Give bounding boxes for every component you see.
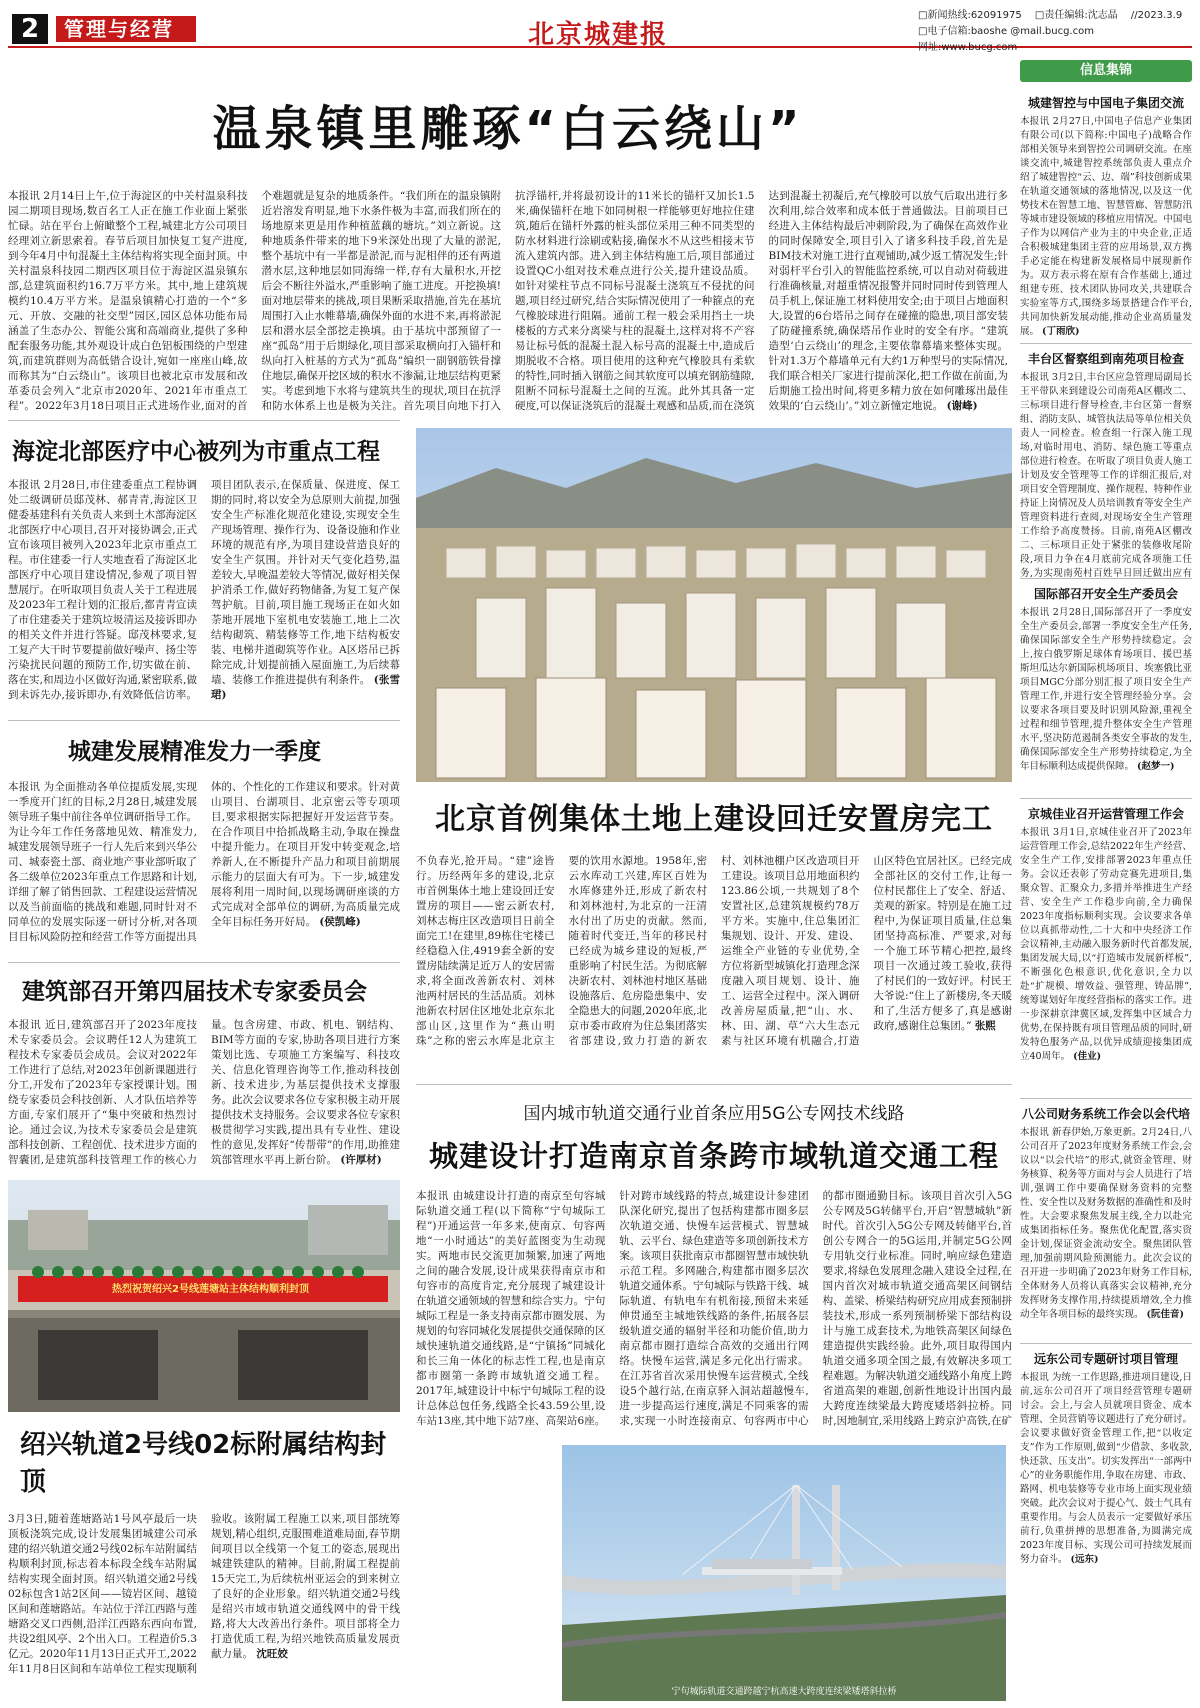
byline: (远东)	[1070, 1554, 1099, 1565]
byline: 沈旺姣	[256, 1648, 288, 1660]
article-kicker: 国内城市轨道交通行业首条应用5G公专网技术线路	[523, 1104, 905, 1124]
editor: □责任编辑:沈志晶	[1034, 10, 1118, 21]
hotline: □新闻热线:62091975	[918, 10, 1022, 21]
article-text: 本报讯 由城建设计打造的南京至句容城际轨道交通工程(以下简称“宁句城际工程”)开通运营一年多来,使南京、句容两地“一小时通达”的美好蓝图变为生动现实。两地市民交流更加频繁,加速了两地之间的融合发展,设计成果获得南京市和句容市的高度肯定,充分展现了城建设计在轨道交通领域的智慧和综合实力。宁句城际工程是一条支持南京都市圈发展、为规划的句容同城化发展提供交通保障的区域快速轨道交通线路,是“宁镇扬”同城化和长三角一体化的标志性工程,也是南京都市圈第一条跨市域轨道交通工程。2017年,城建设计中标宁句城际工程的设计总体总包任务,线路全长43.59公里,设车站13座,其中地下站7座、高架站6座。针对跨市域线路的特点,城建设计参建团队深化研究,提出了包括构建都市圈多层次轨道交通、快慢车运营模式、智慧城轨、云平台、绿色建造等多项创新技术方案。该项目获批南京市都圈智慧市域快轨示范工程。多网融合,构建都市圈多层次轨道交通体系。宁句城际与铁路干线、城际轨道、有轨电车有机衔接,预留未来延伸贯通至主城地铁线路的条件,拓展各层级轨道交通的辐射半径和功能价值,助力南京都市圈打造综合高效的交通出行网络。快慢车运营,满足多元化出行需求。在江苏省首次采用快慢车运营模式,全线设5个越行站,在南京驿入洞站超越慢车,进一步提高运行速度,满足不同乘客的需求,实现一小时连接南京、句容两市中心的都市圈通勤目标。该项目首次引入5G公专网及5G转储平台,开启“智慧城轨”新时代。首次引入5G公专网及转储平台,首创公专网合一的5G运用,并制定5G公网专用轨交行业标准。同时,响应绿色建造要求,将绿色发展理念融入建设全过程,在国内首次对城市轨道交通高架区间钢结构、盖梁、桥梁结构研究应用成套预制拼装技术,形成一系列预制桥梁下部结构设计与施工成套技术,为地铁高架区间绿色建造提供实践经验。此外,项目取得国内轨道交通多项全国之最,有效解决多项工程难题。为解决轨道交通线路小角度上跨省道高架的难题,创新性地设计出国内最大跨度连续梁最大跨度矮塔斜拉桥。同时,因地制宜,采用线路上跨京沪高铁,在矿	[416, 1190, 1012, 1427]
byline: (侯凯峰)	[319, 916, 361, 928]
article-text: 本报讯 为全面推动各单位提质发展,实现一季度开门红的目标,2月28日,城建发展领导班子集中前往各单位调研指导工作。为让今年工作任务落地见效、精准发力,城建发展领导班子一行人先后来到兴华公司、城泰瓷土部、商业地产事业部听取了各二级单位2023年重点工作思路和计划,详细了解了销售回款、工程建设运营情况以及当前面临的挑战和难题,同时针对不同单位的发展实际逐一研讨分析,对各项目目标风险防控和经营工作等方面提出具体的、个性化的工作建议和要求。针对黄山项目、台湖项目、北京密云等专项项目,要求根据实际把握好开发运营节奏。在合作项目中拾抓战略主动,争取在操盘中提升能力。在项目开发中转变观念,培养新人,在不断提升产品力和项目前期展示能力的层面大有可为。下一步,城建发展将利用一周时间,以现场调研座谈的方式完成对全部单位的调研,为高质量完成全年目标任务开好局。	[8, 781, 400, 943]
article-body	[416, 1189, 1012, 1431]
article-title: 北京首例集体土地上建设回迁安置房完工	[435, 802, 993, 837]
newspaper-name: 北京城建报	[528, 20, 669, 50]
article-title: 城建发展精准发力一季度	[68, 739, 321, 765]
sidebar-item-body: 本报讯 2月28日,国际部召开了一季度安全生产委员会,部署一季度安全生产任务,确保国际部安全生产形势持续稳定。会上,按白俄罗斯足球体育场项目、援巴基斯坦瓜达尔新国际机场项目、埃塞俄比亚项目MGC分部分别汇报了项目安全生产管理工作,并进行安全管理经验分享。会议要求各项目要及时识别风险源,重视全过程和细节管理,提升整体安全生产管理水平,坚决防范遏制各类安全事故的发生,确保国际部安全生产形势持续稳定,为全年目标顺利达成提供保障。	[1020, 607, 1192, 772]
article-shaoxing	[8, 1414, 400, 1704]
article-resettlement	[416, 790, 1012, 1078]
article-text: 本报讯 2月14日上午,位于海淀区的中关村温泉科技园二期项目现场,数百名工人正在施工作业面上紧张忙碌。站在平台上俯瞰整个工程,城建北方公司项目经理刘立新思索着。春节后项目加快复工复产进度,到今年4月中旬混凝土主体结构将实现全面封顶。中关村温泉科技园二期西区项目位于海淀区温泉镇东部,总建筑面积约16.7万平方米。其中,地上建筑规模约10.4万平方米。是温泉镇精心打造的一个“多元、开放、交融的社交型”园区,园区总体功能布局涵盖了生态办公、智能公寓和高端商业,提供了多种配套服务功能,其外观设计成白色铝板围绕的户型建筑,而建筑群则为高低错合设计,宛如一座座山峰,故而称其为“白云绕山”。该项目也被北京市发展和改革委员会列入“北京市2020年、2021年市重点工程”。2022年3月18日项目正式进场作业,面对的首个难题就是复杂的地质条件。“我们所在的温泉镇附近岩溶发育明显,地下水条件极为丰富,而我们所在的场地原来更是用作种植蓝藕的塘坑。”刘立新说。这种地质条件带来的地下9米深处出现了大量的淤泥,整个基坑中有一半都是淤泥,而与泥相伴的还有两道潜水层,这种地层如同海绵一样,存有大量积水,开挖后会不断往外溢水,严重影响了施工进度。开挖换填!面对地层带来的挑战,项目果断采取措施,首先在基坑周围打入止水帷幕墙,确保外面的水进不来,再将淤泥层和潜水层全部挖走换填。由于基坑中部预留了一座“孤岛”用于后期绿化,项目部采取横向打入锚杆和纵向打入桩基的方式为“孤岛”编织一副钢筋铁骨撑住地层,确保开挖区域的积水不渗漏,让地层结构更紧实。考虑到地下水将与建筑共生的现状,项目在抗浮和防水体系上也是极为关注。首先项目向地下打入抗浮锚杆,并将最初设计的11米长的锚杆又加长1.5米,确保锚杆在地下如同树根一样能够更好地拉住建筑,随后在锚杆外露的桩头部位采用三种不同类型的防水材料进行涂刷或粘接,确保水不从这些相接末节流入建筑内部。进入到主体结构施工后,项目部通过设置QC小组对技术难点进行公关,提升建设品质。如针对梁柱节点不同标号混凝土浇筑互不侵扰的问题,项目经过研究,结合实际情况使用了一种箍点的充气橡胶球进行阻隔。通前工程一般会采用挡土一块楼板的方式来分离梁与柱的混凝土,这样对将不产容易让标号低的混凝土混入标号高的混凝土中,造成后期脱收不合格。项目使用的这种充气橡胶具有柔软的特性,同时插入钢筋之间其软度可以填充钢筋缝隙,阻断不同标号混凝土之间的互流。此外其具备一定硬度,可以保证浇筑后的混凝土观感和品质,而在浇筑达到混凝土初凝后,充气橡胶可以放气后取出进行多次利用,综合效率和成本低于普通做法。目前项目已经进入主体结构最后冲刺阶段,为了确保在高效作业的同时保障安全,项目引入了诸多科技手段,首先是BIM技术对施工进行直观铺助,减少返工情况发生;针对弱杆平台引入的智能监控系统,可以自动对荷载进行准确核量,对超重情况报警并同时同时传到管理人员手机上,保证施工材料使用安全;由于项目占地面积大,设置的6台塔吊之间存在碰撞的隐患,项目部安装了防碰撞系统,确保塔吊作业时的安全有序。“建筑造型‘白云绕山’的理念,主要依靠幕墙来整体实现。针对1.3万个幕墙单元有大约1万种型号的实际情况,我们联合相关厂家进行提前深化,把工作做在前面,为后期施工捡出时间,将更多精力放在如何雕琢出最佳效果的‘白云绕山’。”刘立新憧定地说。	[8, 190, 1008, 412]
sidebar-item	[1020, 343, 1192, 578]
byline: 张熙	[974, 1020, 996, 1032]
sidebar-item-body: 本报讯 为统一工作思路,推进项目建设,日前,远东公司召开了项目经营管理专题研讨会。会上,与会人员就项目资金、成本管理、全员营销等议题进行了充分研讨。会议要求做好资金管理工作,把“以收定支”作为工作原则,做到“少借款、多收款,快还款、压支出”。切实发挥出“一部两中心”的业务职能作用,争取在房建、市政、路网、机电装修等专业市场上面实现业绩突破。此次会议对于提心气、鼓士气具有重要作用。与会人员表示一定要做好承压前行,负重拼搏的思想准备,为圆满完成2023年度目标、实现公司可持续发展而努力奋斗。	[1020, 1372, 1192, 1565]
sidebar-item	[1020, 1343, 1192, 1693]
sidebar-item-text	[1020, 115, 1192, 339]
photo-caption: 宁句城际轨道交通跨越宁杭高速大跨度连续梁矮塔斜拉桥	[671, 1687, 897, 1697]
sidebar-item-body: 本报讯 3月2日,丰台区应急管理局副局长王平带队来到建设公司南苑A区棚改二、三标项目进行督导检查,丰台区第一督察组、消防支队、城管执法局等单位相关负责人一同检查。检查组一行深入施工现场,对临时用电、消防、绿色施工等重点部位进行检查。在听取了项目负责人施工计划及安全管理等工作的详细汇报后,对项目安全管理制度、操作规程、特种作业持证上岗情况及人员培训教育等安全生产管理资料进行查阅,对现场安全生产管理工作给予高度赞扬。目前,南苑A区棚改二、三标项目正处于紧张的装修收尾阶段,项目力争在4月底前完成各项施工任务,为实现南苑村百姓早日回迁做出应有	[1020, 372, 1192, 578]
article-expert	[8, 962, 400, 1172]
article-text: 不负春光,抢开局。“建”途皆行。历经两年多的建设,北京市首例集体土地上建设回迁安置房的项目——密云新农村,刘林志梅庄区改造项目日前全面完工!在建里,89栋住宅楼已经稳稳入住,4919套全新的安置房陆续满足近万人的安居需求,将全面改善新农村、刘林池两村居民的生活品质。刘林池新农村居住区地处北京东北部山区,这里作为“燕山明珠”之称的密云水库是北京主要的饮用水源地。1958年,密云水库动工兴建,库区百姓为水库修建外迁,形成了新农村和刘林池村,为北京的一汪清水付出了历史的贡献。然而,随着时代变迁,当年的移民村已经成为城乡建设的短板,严重影响了村民生活。为彻底解决新农村、刘林池村地区基础设施落后、危房隐患集中、安全隐患大的问题,2020年底,北京市委市政府为住总集团落实省部建设,致力打造的新农村、刘林池棚户区改造项目开工建设。该项目总用地面积约123.86公顷,一共规划了8个安置社区,总建筑规模约78万平方米。实施中,住总集团汇集规划、设计、开发、建设、运维全产业链的专业优势,全方位将新型城镇化打造理念深度融入项目规划、设计、施工、运营全过程中。深入调研改善房屋质量,把“山、水、林、田、湖、草”六大生态元素与社区环境有机融合,打造山区特色宜居社区。已经完成全部社区的交付工作,让每一位村民都住上了安全、舒适、美观的新家。特别是在施工过程中,为保证项目质量,住总集团坚持高标准、严要求,对每一个施工环节精心把控,最终项目一次通过竣工验收,获得了村民们的一致好评。村民王大爷说:“住上了新楼房,冬天暖和了,生活方便多了,真是感谢政府,感谢住总集团。”	[416, 855, 1012, 1047]
sidebar-item	[1020, 1098, 1192, 1343]
byline: (许厚材)	[340, 1154, 382, 1166]
article-body	[8, 478, 400, 714]
article-nanjing	[416, 1084, 1012, 1704]
article-title: 建筑部召开第四届技术专家委员会	[22, 979, 367, 1005]
byline: (赵梦一)	[1137, 761, 1175, 772]
article-body	[8, 1018, 400, 1174]
article-main	[8, 62, 1008, 412]
sidebar-item	[1020, 578, 1192, 798]
byline: (张雪珺)	[211, 674, 400, 701]
email: □电子信箱:baoshe @mail.bucg.com	[918, 26, 1094, 37]
masthead	[8, 8, 1192, 53]
sidebar-item-text	[1020, 1126, 1192, 1322]
sidebar-item-body: 本报讯 2月27日,中国电子信息产业集团有限公司(以下简称:中国电子)战略合作部相关领导来到智控公司调研交流。在座谈交流中,城建智控系统部负责人重点介绍了城建智控“云、边、端”科技创新成果在轨道交通领域的落地情况,以及这一优势技术在智慧工地、智慧管廊、智慧防汛等城市建设领域的移植应用情况。中国电子作为以网信产业为主的中央企业,正适合积极城建集团主营的应用场景,双方携手必定能在构建新发展格局中展现新作为。双方表示将在原有合作基础上,通过组建专班、技术团队协同攻关,共建联合实验室等方式,围绕多场景搭建合作平台,共同加快新发展动能,推动企业高质量发展。	[1020, 116, 1192, 337]
article-body	[8, 780, 400, 960]
sidebar-item-text	[1020, 371, 1192, 578]
sidebar-item-body: 本报讯 3月1日,京城佳业召开了2023年运营管理工作会,总结2022年生产经营、安全生产工作,安排部署2023年重点任务。会议还表彰了劳动竞赛先进项目,集聚众智、汇聚众力,多措并举推进生产经营、安全生产工作稳步向前,全力确保2023年度指标顺利实现。会议要求各单位以真抓带动性,二十大和中央经济工作会议精神,主动融入服务新时代首都发展,集团发展大局,以“打造城市发展新样板”,不断强化色根意识,优化意识,全力以赴“扩规模、增效益、强管理、铸品牌”,统筹谋划好年度经营指标的落实工作。进一步深耕京津冀区域,发挥集中区域合力优势,在保持既有项目管理品质的同时,研发特色服务产品,以优异成绩迎接集团成立40周年。	[1020, 827, 1192, 1062]
photo-banner-text: 热烈祝贺绍兴2号线莲塘站主体结构顺利封顶	[112, 1284, 309, 1295]
issue-date: //2023.3.9	[1130, 10, 1183, 21]
headline: 温泉镇里雕琢“白云绕山”	[212, 101, 804, 157]
sidebar-item	[1020, 798, 1192, 1098]
article-title: 海淀北部医疗中心被列为市重点工程	[12, 439, 380, 465]
sidebar-banner: 信息集锦	[1020, 60, 1192, 82]
resettlement-aerial-photo	[416, 428, 1012, 782]
sidebar-item-text	[1020, 826, 1192, 1064]
article-title: 绍兴轨道2号线02标附属结构封顶	[20, 1430, 387, 1497]
sidebar-item-title: 国际部召开安全生产委员会	[1020, 578, 1192, 606]
bridge-photo	[562, 1445, 1006, 1701]
sidebar-item-title: 京城佳业召开运营管理工作会	[1020, 798, 1192, 826]
sidebar-item-body: 本报讯 新春伊始,万象更新。2月24日,八公司召开了2023年度财务系统工作会,会议以“以会代培”的形式,就资金管理、财务核算、税务等方面对与会人员进行了培训,强调工作中要确保财务资料的完整性、安全性以及财务数据的准确性和及时性。大会要求聚焦发展主线,全力以赴完成集团指标任务。聚焦优化配置,落实资金计划,保证资金流动安全。聚焦团队管理,加强前期风险预测能力。此次会议的召开进一步明确了2023年财务工作目标,全体财务人员将认真落实会议精神,充分发挥财务支撑作用,持续提质增效,全力推动全年各项目标的最终实现。	[1020, 1127, 1192, 1320]
article-body	[8, 189, 1008, 421]
article-text: 本报讯 近日,建筑部召开了2023年度技术专家委员会。会议聘任12人为建筑工程技术专家委员会成员。会议对2022年工作进行了总结,对2023年创新课题进行分工,开发布了2023年专家授课计划。围绕专家委员会科技创新、人才队伍培养等方面,专家们展开了“集中突破和热烈讨论。通过会议,为技术专家委员会是建筑部科技创新、工程创优、技术进步方面的智囊团,是建筑部科技管理工作的核心力量。包含房建、市政、机电、钢结构、BIM等方面的专家,协助各项目进行方案策划比选、专项施工方案编写、科技攻关、信息化管理咨询等工作,推动科技创新、技术进步,为基层提供技术支撑服务。此次会议要求各位专家积极主动开展提供技术支持服务。会议要求各位专家积极贯彻学习实践,提出具有专业性、建设性的意见,发挥好“传帮带”的作用,助推建筑部管理水平再上新台阶。	[8, 1019, 400, 1166]
article-text: 3月3日,随着莲塘路站1号风亭最后一块顶板浇筑完成,设计发展集团城建公司承建的绍兴轨道交通2号线02标车站附属结构顺利封顶,标志着本标段全线车站附属结构实现全面封顶。绍兴轨道交通2号线02标包含1站2区间——镜岩区间、越镜区间和莲塘路站。车站位于洋江西路与莲塘路交叉口西侧,沿洋江西路东西向布置,共设2组风亭、2个出入口。工程造价5.3亿元。2020年11月13日正式开工,2022年11月8日区间和车站单位工程实现顺利验收。该附属工程施工以来,项目部统筹规划,精心组织,克服围难道难局面,春节期间项目以全线第一个复工的姿态,展现出城建铁建队的精神。目前,附属工程提前15天完工,为后续杭州亚运会的到来树立了良好的企业形象。绍兴轨道交通2号线是绍兴市域市轨道交通线网中的骨干线路,将大大改善出行条件。项目部将全力打造优质工程,为绍兴地铁高质量发展贡献力量。	[8, 1513, 400, 1675]
article-quarter	[8, 720, 400, 960]
sidebar-item-text	[1020, 606, 1192, 774]
byline: (谢峰)	[946, 400, 978, 412]
article-body	[416, 854, 1012, 1078]
sidebar-item-title: 丰台区督察组到南苑项目检查	[1020, 343, 1192, 371]
article-medical	[8, 420, 400, 716]
section-label: 管理与经营	[56, 16, 196, 42]
sidebar-item-title: 远东公司专题研讨项目管理	[1020, 1343, 1192, 1371]
sidebar-item-title: 八公司财务系统工作会以会代培	[1020, 1098, 1192, 1126]
construction-site-photo	[8, 1180, 400, 1412]
sidebar-item-title: 城建智控与中国电子集团交流	[1027, 96, 1184, 110]
byline: (佳业)	[1073, 1051, 1102, 1062]
sidebar-item-text	[1020, 1371, 1192, 1567]
page-number: 2	[12, 14, 48, 44]
header-meta	[918, 8, 1198, 56]
byline: (丁雨欣)	[1042, 326, 1080, 337]
article-title: 城建设计打造南京首条跨市域轨道交通工程	[428, 1139, 999, 1173]
sidebar-item	[1020, 88, 1192, 343]
sidebar-news	[1020, 60, 1192, 1700]
byline: (阮佳音)	[1146, 1309, 1185, 1320]
article-text: 本报讯 2月28日,市住建委重点工程协调处二级调研员邸茂林、郝青青,海淀区卫健委基建科有关负责人来到土木部海淀区北部医疗中心项目,召开对接协调会,正式宣布该项目被列入2023年北京市重点工程。市住建委一行人实地查看了海淀区北部医疗中心项目建设情况,参观了项目智慧展厅。在听取项目负责人关于工程进展及2023年工程计划的汇报后,都青青宣读了市住建委关于建筑垃圾清运及接诉即办的相关文件并进行答疑。邸茂林要求,复工复产大干时节要提前做好噪声、扬尘等污染扰民问题的预防工作,切实做在前、落在实,和周边小区做好沟通,紧密联系,做到未诉先办,接诉即办,有效降低信访率。项目团队表示,在保质量、保进度、保工期的同时,将以安全为总原则大前提,加强安全生产标准化规范化建设,实现安全生产现场管理、操作行为、设备设施和作业环境的规范有序,为项目建设营造良好的安全生产氛围。并针对天气变化趋势,温差较大,早晚温差较大等情况,做好相关保护消杀工作,做好药物储备,为复工复产保驾护航。目前,项目施工现场正在如火如荼地开展地下室机电安装施工,地上二次结构砌筑、精装修等工作,地下结构板安装、电梯井道砌筑等作业。A区塔吊已拆除完成,计划提前插入屋面施工,为后续幕墙、装修工作推进提供有利条件。	[8, 479, 400, 701]
article-body	[8, 1512, 400, 1708]
website: 网址:www.bucg.com	[918, 42, 1018, 53]
